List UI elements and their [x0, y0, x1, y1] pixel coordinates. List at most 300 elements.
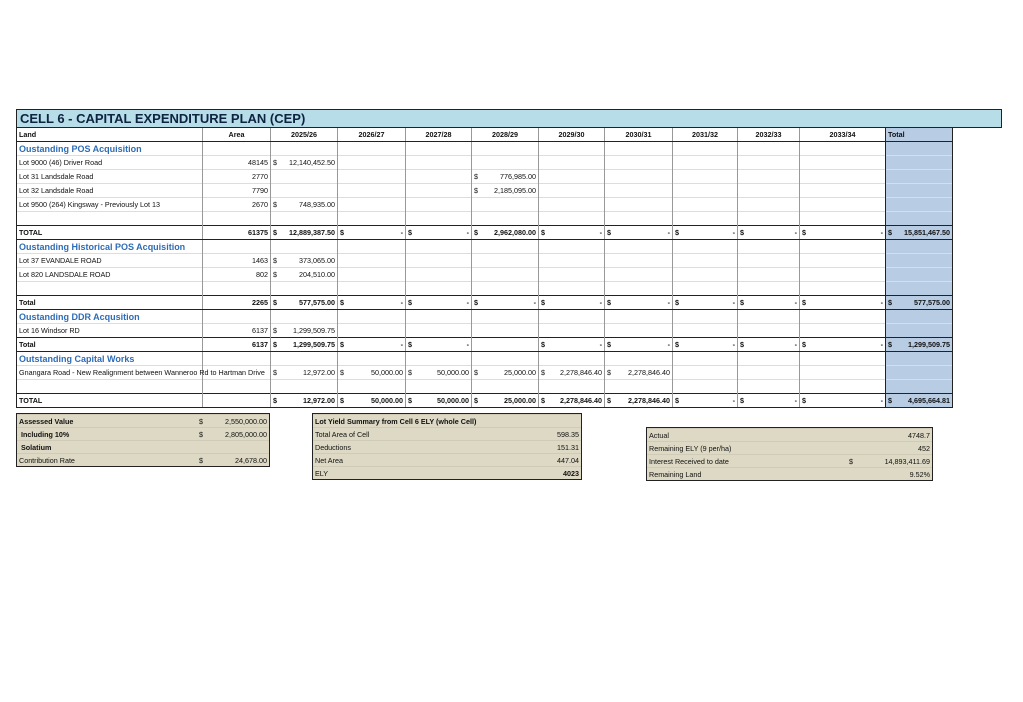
total-value [800, 226, 886, 240]
assessed-row [17, 454, 269, 467]
currency-symbol: $ [408, 368, 412, 377]
actuals-label: Interest Received to date [647, 455, 847, 468]
value-cell [738, 324, 800, 338]
blank-cell [17, 380, 203, 394]
lot-yield-label: Net Area [313, 454, 513, 467]
area-cell: 7790 [203, 184, 271, 198]
currency-symbol: $ [474, 186, 478, 195]
currency-symbol: $ [607, 228, 611, 237]
blank-cell [539, 310, 605, 324]
amount-value: 25,000.00 [504, 368, 536, 377]
value-cell [673, 184, 738, 198]
value-cell [738, 170, 800, 184]
actuals-value: 9.52% [857, 468, 932, 481]
value-cell [605, 170, 673, 184]
total-value [800, 296, 886, 310]
currency-symbol: $ [541, 396, 545, 405]
currency-symbol: $ [474, 228, 478, 237]
total-cell [886, 380, 953, 394]
blank-cell [338, 352, 406, 366]
land-cell: Lot 32 Landsdale Road [17, 184, 203, 198]
lot-yield-box [312, 413, 582, 480]
value-cell [539, 156, 605, 170]
blank-cell [271, 240, 338, 254]
value-cell [800, 156, 886, 170]
blank-cell [338, 282, 406, 296]
currency-symbol: $ [474, 396, 478, 405]
section-heading: Outstanding Capital Works [17, 352, 203, 366]
currency-symbol: $ [340, 396, 344, 405]
value-cell [472, 366, 539, 380]
area-cell: 802 [203, 268, 271, 282]
section-total-row [17, 394, 1023, 408]
currency-symbol: $ [740, 396, 744, 405]
value-cell [539, 268, 605, 282]
assessed-label: Solatium [17, 441, 197, 454]
amount-value: 577,575.00 [299, 298, 335, 307]
blank-cell [271, 352, 338, 366]
blank-cell [271, 212, 338, 226]
blank-cell [472, 212, 539, 226]
amount-value: 1,299,509.75 [293, 340, 335, 349]
blank-cell [271, 310, 338, 324]
blank-cell [605, 352, 673, 366]
amount-value: 2,550,000.00 [225, 416, 267, 426]
currency-symbol: $ [273, 396, 277, 405]
amount-value: 748,935.00 [299, 200, 335, 209]
header-total: Total [886, 128, 953, 142]
blank-cell [472, 282, 539, 296]
total-value [406, 394, 472, 408]
amount-value: - [794, 340, 797, 349]
total-value [800, 394, 886, 408]
blank-cell [539, 282, 605, 296]
actuals-row [647, 442, 932, 455]
table-row [17, 156, 1023, 170]
total-cell [886, 268, 953, 282]
grand-total [886, 226, 953, 240]
value-cell [673, 324, 738, 338]
blank-cell [605, 310, 673, 324]
value-cell [472, 324, 539, 338]
blank-cell [472, 352, 539, 366]
amount-value: 24,678.00 [235, 455, 267, 465]
header-year-2025/26: 2025/26 [271, 128, 338, 142]
assessed-row [17, 441, 269, 454]
blank-cell [539, 142, 605, 156]
value-cell [800, 366, 886, 380]
total-value [738, 226, 800, 240]
actuals-label: Remaining Land [647, 468, 847, 481]
total-value [673, 394, 738, 408]
value-cell [605, 184, 673, 198]
value-cell [406, 184, 472, 198]
total-cell [886, 324, 953, 338]
blank-cell [406, 380, 472, 394]
actuals-row [647, 468, 932, 481]
amount-value: - [466, 298, 469, 307]
spacer-row [17, 282, 1023, 296]
value-cell [800, 254, 886, 268]
amount-value: - [533, 298, 536, 307]
total-area: 2265 [203, 296, 271, 310]
total-value [472, 394, 539, 408]
table-row [17, 324, 1023, 338]
table-row [17, 366, 1023, 380]
table-row [17, 170, 1023, 184]
value-cell [738, 366, 800, 380]
value-cell [338, 156, 406, 170]
amount-value: - [880, 228, 883, 237]
currency-symbol: $ [273, 158, 277, 167]
currency-symbol: $ [408, 340, 412, 349]
value-cell [605, 156, 673, 170]
blank-cell [738, 142, 800, 156]
currency-symbol: $ [607, 340, 611, 349]
blank-cell [800, 310, 886, 324]
total-value [338, 226, 406, 240]
blank-cell [605, 142, 673, 156]
land-cell: Lot 9500 (264) Kingsway - Previously Lot 13 [17, 198, 203, 212]
total-cell [886, 142, 953, 156]
actuals-row [647, 455, 932, 468]
land-cell: Lot 9000 (46) Driver Road [17, 156, 203, 170]
blank-cell [800, 212, 886, 226]
blank-cell [17, 212, 203, 226]
amount-value: - [732, 228, 735, 237]
amount-value: 4,695,664.81 [908, 396, 950, 405]
currency-symbol: $ [273, 200, 277, 209]
header-year-2028/29: 2028/29 [472, 128, 539, 142]
amount-value: 2,278,846.40 [560, 368, 602, 377]
header-year-2026/27: 2026/27 [338, 128, 406, 142]
value-cell [738, 156, 800, 170]
amount-value: - [667, 298, 670, 307]
currency-symbol: $ [340, 340, 344, 349]
currency-symbol: $ [273, 368, 277, 377]
assessed-value [197, 415, 269, 428]
section-heading-row [17, 352, 1023, 366]
value-cell [539, 198, 605, 212]
total-area: 6137 [203, 338, 271, 352]
value-cell [271, 324, 338, 338]
amount-value: 25,000.00 [504, 396, 536, 405]
currency-symbol: $ [802, 396, 806, 405]
value-cell [472, 156, 539, 170]
currency-symbol: $ [802, 298, 806, 307]
blank-cell [203, 142, 271, 156]
header-year-2031/32: 2031/32 [673, 128, 738, 142]
total-value [738, 338, 800, 352]
amount-value: 776,985.00 [500, 172, 536, 181]
blank-cell [17, 282, 203, 296]
header-year-2032/33: 2032/33 [738, 128, 800, 142]
blank-cell [800, 240, 886, 254]
header-year-2027/28: 2027/28 [406, 128, 472, 142]
actuals-label: Remaining ELY (9 per/ha) [647, 442, 847, 455]
blank-cell [472, 380, 539, 394]
lot-yield-row [313, 441, 581, 454]
header-year-2030/31: 2030/31 [605, 128, 673, 142]
total-value [406, 296, 472, 310]
currency-symbol: $ [541, 340, 545, 349]
blank-cell [605, 282, 673, 296]
currency-symbol: $ [888, 340, 892, 349]
value-cell [605, 268, 673, 282]
value-cell [338, 170, 406, 184]
blank-cell [539, 380, 605, 394]
header-row [17, 128, 1023, 142]
grand-total [886, 394, 953, 408]
blank-cell [738, 352, 800, 366]
blank-cell [406, 142, 472, 156]
currency-symbol: $ [273, 256, 277, 265]
blank-cell [338, 212, 406, 226]
blank-cell [738, 310, 800, 324]
currency-symbol: $ [474, 298, 478, 307]
blank-cell [203, 282, 271, 296]
value-cell [605, 198, 673, 212]
blank-cell [406, 352, 472, 366]
blank-cell [738, 240, 800, 254]
currency-symbol: $ [740, 298, 744, 307]
table-row [17, 268, 1023, 282]
blank-cell [605, 240, 673, 254]
value-cell [539, 324, 605, 338]
total-value [472, 296, 539, 310]
actuals-currency: $ [847, 455, 857, 468]
total-cell [886, 170, 953, 184]
blank-cell [673, 282, 738, 296]
total-value [800, 338, 886, 352]
value-cell [271, 198, 338, 212]
lot-yield-heading-row [313, 415, 581, 428]
amount-value: - [794, 298, 797, 307]
blank-cell [738, 212, 800, 226]
value-cell [472, 254, 539, 268]
total-value [406, 226, 472, 240]
currency-symbol: $ [340, 298, 344, 307]
lot-yield-row [313, 428, 581, 441]
currency-symbol: $ [273, 326, 277, 335]
amount-value: 50,000.00 [371, 396, 403, 405]
amount-value: 1,299,509.75 [293, 326, 335, 335]
value-cell [338, 254, 406, 268]
amount-value: - [794, 228, 797, 237]
amount-value: - [880, 340, 883, 349]
section-total-row [17, 338, 1023, 352]
actuals-currency [847, 442, 857, 455]
lot-yield-row [313, 454, 581, 467]
section-heading-row [17, 142, 1023, 156]
value-cell [472, 170, 539, 184]
lot-yield-row [313, 467, 581, 480]
header-year-2033/34: 2033/34 [800, 128, 886, 142]
currency-symbol: $ [408, 396, 412, 405]
blank-cell [605, 212, 673, 226]
total-value [539, 338, 605, 352]
amount-value: - [466, 228, 469, 237]
currency-symbol: $ [340, 368, 344, 377]
amount-value: 2,278,846.40 [560, 396, 602, 405]
area-cell: 2670 [203, 198, 271, 212]
total-value [271, 226, 338, 240]
amount-value: 12,889,387.50 [289, 228, 335, 237]
blank-cell [738, 380, 800, 394]
amount-value: - [599, 298, 602, 307]
blank-cell [406, 212, 472, 226]
blank-cell [338, 240, 406, 254]
value-cell [406, 324, 472, 338]
total-value [338, 394, 406, 408]
value-cell [673, 268, 738, 282]
spacer-row [17, 212, 1023, 226]
value-cell [338, 198, 406, 212]
currency-symbol: $ [199, 455, 203, 465]
total-cell [886, 310, 953, 324]
currency-symbol: $ [273, 340, 277, 349]
value-cell [472, 268, 539, 282]
assessed-label: Including 10% [17, 428, 197, 441]
table-row [17, 254, 1023, 268]
total-value [271, 338, 338, 352]
section-total-row [17, 296, 1023, 310]
amount-value: - [667, 228, 670, 237]
assessed-value [197, 441, 269, 454]
amount-value: 2,278,846.40 [628, 368, 670, 377]
value-cell [738, 184, 800, 198]
currency-symbol: $ [888, 228, 892, 237]
actuals-box [646, 427, 933, 481]
total-value [406, 338, 472, 352]
value-cell [406, 198, 472, 212]
total-value [738, 394, 800, 408]
blank-cell [673, 310, 738, 324]
assessed-row [17, 428, 269, 441]
amount-value: - [880, 396, 883, 405]
amount-value: - [732, 298, 735, 307]
total-value [338, 296, 406, 310]
lot-yield-value: 598.35 [513, 428, 581, 441]
currency-symbol: $ [888, 298, 892, 307]
actuals-value: 452 [857, 442, 932, 455]
table-row [17, 198, 1023, 212]
value-cell [605, 254, 673, 268]
blank-cell [271, 282, 338, 296]
blank-cell [673, 212, 738, 226]
amount-value: - [667, 340, 670, 349]
value-cell [271, 170, 338, 184]
amount-value: 204,510.00 [299, 270, 335, 279]
blank-cell [539, 240, 605, 254]
total-value [605, 338, 673, 352]
total-value [605, 226, 673, 240]
actuals-currency [847, 429, 857, 442]
blank-cell [800, 282, 886, 296]
land-cell: Lot 16 Windsor RD [17, 324, 203, 338]
amount-value: 373,065.00 [299, 256, 335, 265]
amount-value: - [599, 228, 602, 237]
value-cell [800, 324, 886, 338]
currency-symbol: $ [273, 298, 277, 307]
area-cell: 6137 [203, 324, 271, 338]
blank-cell [203, 212, 271, 226]
grand-total [886, 338, 953, 352]
value-cell [406, 170, 472, 184]
amount-value: - [400, 340, 403, 349]
lot-yield-heading: Lot Yield Summary from Cell 6 ELY (whole Cell) [313, 415, 581, 428]
assessed-label: Assessed Value [17, 415, 197, 428]
blank-cell [203, 240, 271, 254]
value-cell [673, 366, 738, 380]
value-cell [605, 366, 673, 380]
total-value [605, 394, 673, 408]
amount-value: 2,805,000.00 [225, 429, 267, 439]
land-cell: Lot 37 EVANDALE ROAD [17, 254, 203, 268]
value-cell [338, 268, 406, 282]
cep-table [16, 128, 1023, 408]
value-cell [539, 254, 605, 268]
amount-value: - [400, 228, 403, 237]
amount-value: 2,278,846.40 [628, 396, 670, 405]
lot-yield-value: 4023 [513, 467, 581, 480]
blank-cell [800, 142, 886, 156]
header-land: Land [17, 128, 203, 142]
header-year-2029/30: 2029/30 [539, 128, 605, 142]
lot-yield-label: Deductions [313, 441, 513, 454]
blank-cell [203, 380, 271, 394]
currency-symbol: $ [408, 228, 412, 237]
total-label: TOTAL [17, 394, 203, 408]
value-cell [539, 366, 605, 380]
value-cell [338, 366, 406, 380]
blank-cell [472, 142, 539, 156]
value-cell [406, 156, 472, 170]
blank-cell [271, 142, 338, 156]
grand-total [886, 296, 953, 310]
actuals-label: Actual [647, 429, 847, 442]
total-label: Total [17, 296, 203, 310]
value-cell [271, 184, 338, 198]
assessed-row [17, 415, 269, 428]
value-cell [673, 170, 738, 184]
currency-symbol: $ [199, 416, 203, 426]
total-value [338, 338, 406, 352]
total-value [472, 338, 539, 352]
amount-value: 50,000.00 [371, 368, 403, 377]
total-value [539, 296, 605, 310]
value-cell [800, 198, 886, 212]
currency-symbol: $ [408, 298, 412, 307]
total-value [271, 296, 338, 310]
amount-value: 12,140,452.50 [289, 158, 335, 167]
currency-symbol: $ [888, 396, 892, 405]
value-cell [472, 198, 539, 212]
blank-cell [800, 380, 886, 394]
section-heading: Oustanding Historical POS Acquisition [17, 240, 203, 254]
total-cell [886, 282, 953, 296]
blank-cell [539, 212, 605, 226]
actuals-currency [847, 468, 857, 481]
currency-symbol: $ [474, 368, 478, 377]
value-cell [472, 184, 539, 198]
value-cell [338, 184, 406, 198]
amount-value: - [599, 340, 602, 349]
currency-symbol: $ [675, 396, 679, 405]
value-cell [605, 324, 673, 338]
total-area: 61375 [203, 226, 271, 240]
blank-cell [605, 380, 673, 394]
